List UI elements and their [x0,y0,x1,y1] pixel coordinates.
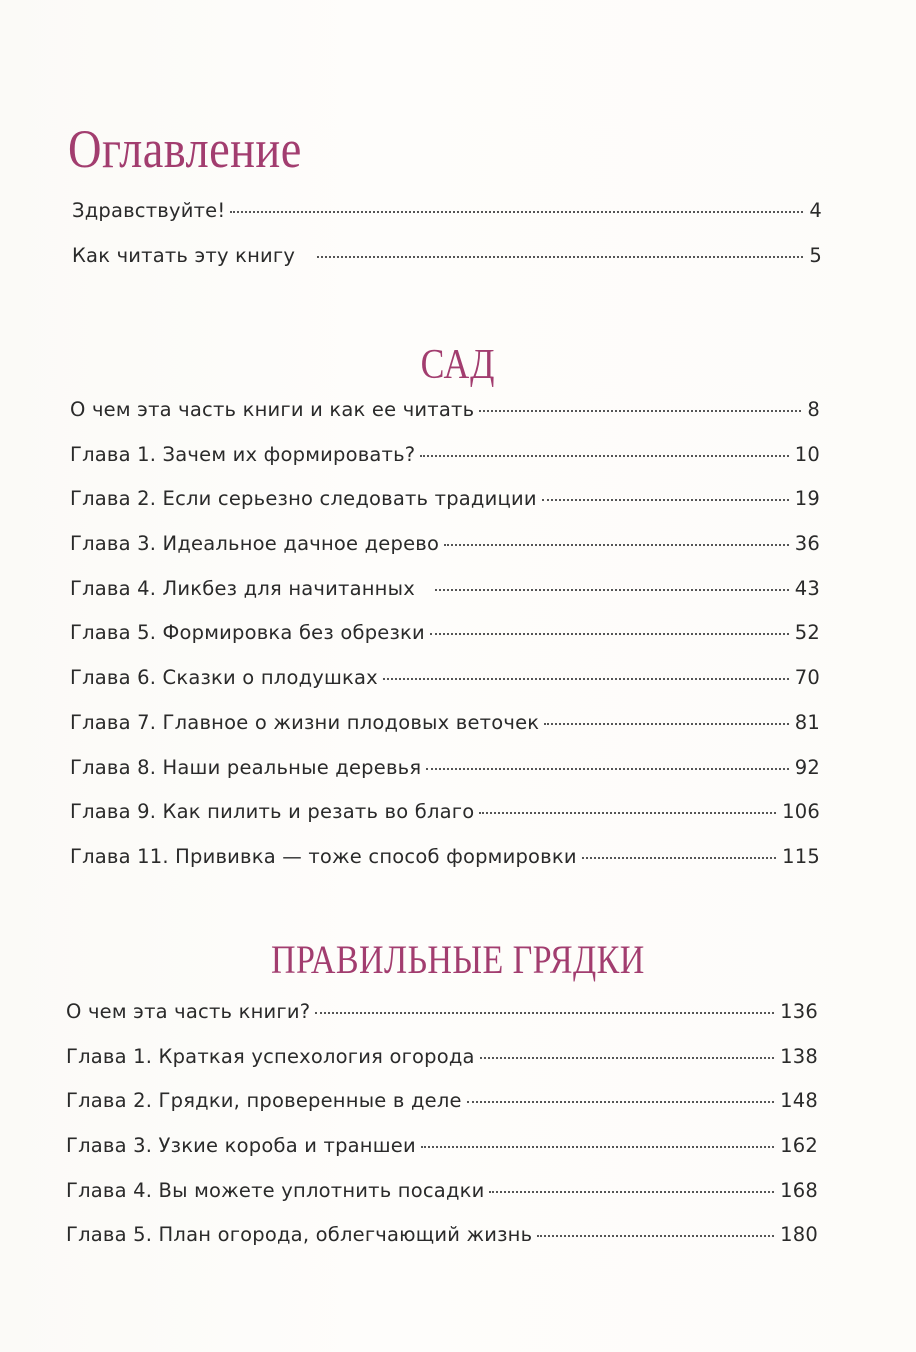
entry-page-number: 52 [794,621,820,645]
section-title-gryadki: ПРАВИЛЬНЫЕ ГРЯДКИ [271,937,645,982]
entry-label: Глава 9. Как пилить и резать во благо [70,800,475,824]
toc-title: Оглавление [68,119,302,179]
dot-leader [444,544,789,546]
toc-entry[interactable] [70,666,820,711]
entry-page-number: 136 [780,1000,818,1023]
entry-page-number: 8 [807,398,820,421]
toc-entry[interactable] [72,244,822,289]
sad-chapter-list [70,398,820,890]
entry-label: Как читать эту книгу [72,243,296,267]
dot-leader [426,768,789,770]
entry-page-number: 70 [794,666,820,690]
toc-entry[interactable] [70,532,820,577]
dot-leader [480,1057,774,1059]
entry-label: Глава 4. Ликбез для начитанных [70,576,415,600]
toc-entry[interactable] [70,800,820,845]
intro-list [72,199,822,288]
dot-leader [489,1191,774,1193]
toc-entry[interactable] [72,199,822,244]
dot-leader [430,633,789,635]
dot-leader [435,589,789,591]
dot-leader [582,857,776,859]
toc-entry[interactable] [66,1045,818,1090]
toc-entry[interactable] [70,398,820,443]
entry-label: Глава 7. Главное о жизни плодовых веточек [70,710,540,734]
entry-label: Глава 4. Вы можете уплотнить посадки [66,1178,485,1202]
entry-page-number: 4 [809,199,822,222]
dot-leader [537,1235,774,1237]
dot-leader [479,410,801,412]
entry-page-number: 138 [780,1044,818,1068]
entry-page-number: 5 [809,243,822,267]
entry-page-number: 19 [794,487,820,511]
toc-entry[interactable] [70,756,820,801]
entry-page-number: 81 [794,710,820,734]
entry-page-number: 10 [794,442,820,466]
dot-leader [420,455,788,457]
dot-leader [317,256,803,258]
toc-entry[interactable] [70,621,820,666]
toc-entry[interactable] [66,1134,818,1179]
entry-label: Глава 1. Зачем их формировать? [70,442,416,466]
gryadki-chapter-list [66,1000,818,1268]
dot-leader [542,499,789,501]
entry-page-number: 92 [794,755,820,779]
toc-entry[interactable] [70,577,820,622]
dot-leader [479,812,776,814]
dot-leader [544,723,789,725]
toc-entry[interactable] [70,845,820,890]
entry-label: О чем эта часть книги? [66,1000,311,1023]
section-title-sad: САД [420,342,496,388]
entry-page-number: 148 [780,1089,818,1113]
entry-label: Глава 8. Наши реальные деревья [70,755,422,779]
toc-entry[interactable] [70,487,820,532]
entry-page-number: 106 [782,800,820,824]
entry-page-number: 162 [780,1134,818,1158]
entry-label: О чем эта часть книги и как ее читать [70,398,475,421]
entry-page-number: 115 [782,844,820,868]
toc-entry[interactable] [66,1000,818,1045]
entry-label: Глава 2. Грядки, проверенные в деле [66,1089,462,1113]
toc-entry[interactable] [66,1179,818,1224]
dot-leader [230,211,803,213]
entry-page-number: 43 [794,576,820,600]
toc-entry[interactable] [66,1089,818,1134]
dot-leader [315,1012,774,1014]
entry-label: Глава 5. Формировка без обрезки [70,621,425,645]
entry-label: Глава 11. Прививка — тоже способ формировки [70,844,577,868]
entry-label: Глава 3. Узкие короба и траншеи [66,1134,416,1158]
toc-entry[interactable] [70,711,820,756]
entry-label: Глава 1. Краткая успехология огорода [66,1044,475,1068]
entry-page-number: 36 [794,532,820,556]
dot-leader [383,678,789,680]
entry-page-number: 168 [780,1178,818,1202]
entry-label: Глава 6. Сказки о плодушках [70,666,378,690]
toc-entry[interactable] [70,443,820,488]
toc-entry[interactable] [66,1223,818,1268]
dot-leader [421,1146,774,1148]
dot-leader [467,1101,774,1103]
entry-label: Глава 5. План огорода, облегчающий жизнь [66,1223,533,1247]
entry-label: Глава 3. Идеальное дачное дерево [70,532,440,556]
entry-label: Здравствуйте! [72,199,226,222]
entry-page-number: 180 [780,1223,818,1247]
entry-label: Глава 2. Если серьезно следовать традиции [70,487,537,511]
